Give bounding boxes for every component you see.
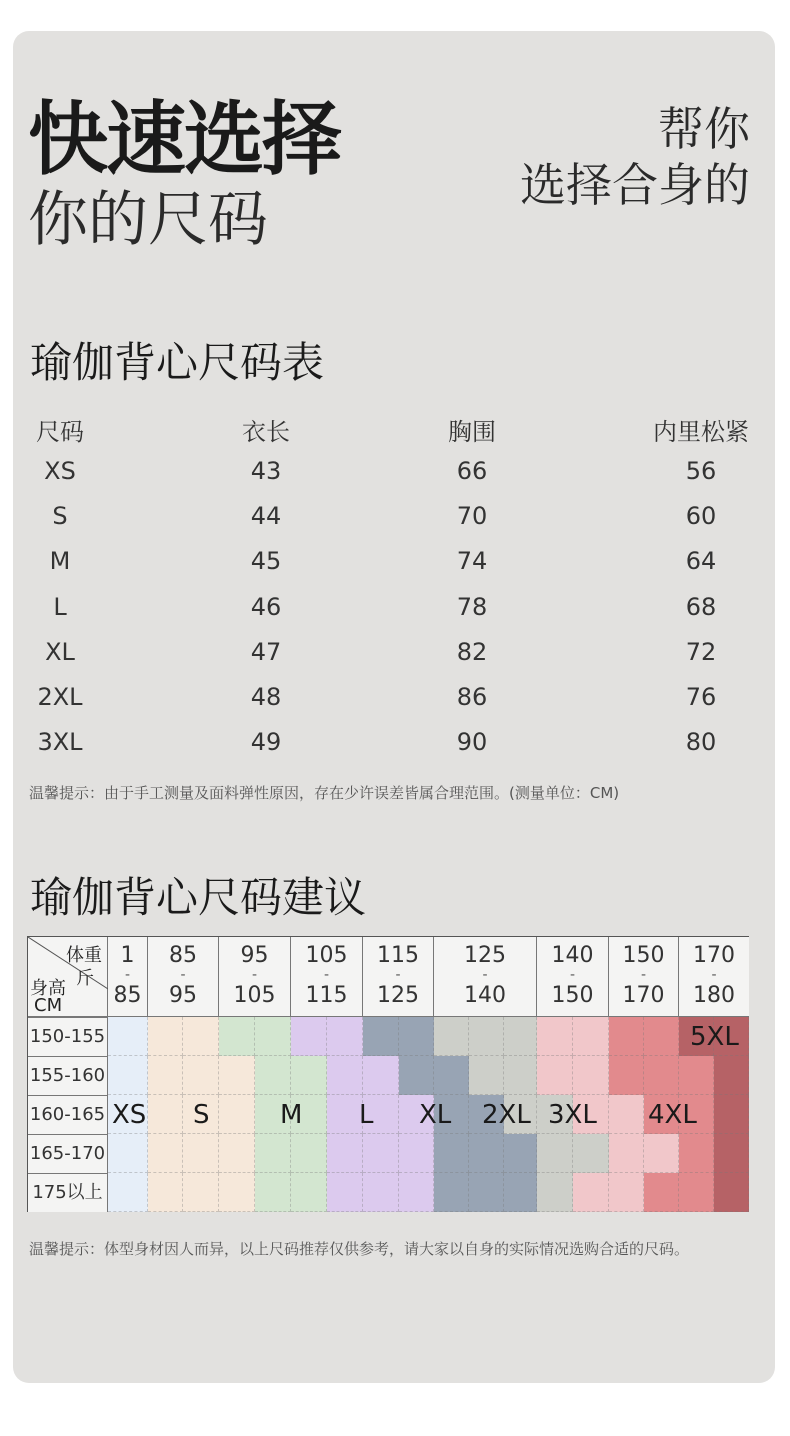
- size-cell: [108, 1056, 148, 1095]
- size-cell: [291, 1017, 327, 1056]
- size-cell: [714, 1134, 749, 1173]
- size-cell: [148, 1095, 183, 1134]
- size-label: S: [193, 1100, 210, 1130]
- weight-high: 85: [113, 983, 142, 1008]
- size-cell: [148, 1134, 183, 1173]
- weight-header: [291, 937, 363, 1017]
- size-table-row: [0, 547, 790, 592]
- size-cell: [714, 1173, 749, 1212]
- size-cell: [609, 1056, 644, 1095]
- size-cell: [291, 1134, 327, 1173]
- size-cell: [219, 1017, 255, 1056]
- weight-header: [148, 937, 219, 1017]
- size-cell: [573, 1056, 609, 1095]
- header-size: 尺码: [36, 418, 84, 446]
- cell-length: 45: [250, 547, 282, 576]
- size-table-row: [0, 683, 790, 728]
- size-cell: [399, 1173, 434, 1212]
- weight-low: 140: [551, 943, 594, 968]
- size-cell: [291, 1056, 327, 1095]
- hero-title: 快速选择: [28, 93, 340, 186]
- cell-inner: 64: [685, 547, 717, 576]
- corner-cell: [28, 937, 108, 1017]
- cell-size: L: [53, 592, 67, 621]
- weight-low: 105: [305, 943, 348, 968]
- size-label: 2XL: [482, 1100, 531, 1130]
- weight-high: 125: [377, 983, 419, 1008]
- size-cell: [573, 1017, 609, 1056]
- size-table-note: 温馨提示：由于手工测量及面料弹性原因，存在少许误差皆属合理范围。(测量单位：CM): [29, 784, 620, 802]
- cell-length: 44: [250, 502, 282, 531]
- corner-weight-unit: 斤: [76, 968, 94, 989]
- size-label: XL: [419, 1100, 452, 1130]
- size-cell: [108, 1173, 148, 1212]
- size-table-row: [0, 593, 790, 638]
- size-cell: [219, 1173, 255, 1212]
- size-cell: [183, 1056, 219, 1095]
- size-cell: [679, 1056, 714, 1095]
- size-cell: [504, 1173, 537, 1212]
- size-cell: [255, 1173, 291, 1212]
- weight-low: 115: [377, 943, 419, 968]
- range-dash: -: [640, 967, 647, 983]
- size-label: XS: [112, 1100, 147, 1130]
- size-cell: [327, 1173, 363, 1212]
- weight-low: 170: [693, 943, 735, 968]
- recommend-note: 温馨提示：体型身材因人而异，以上尺码推荐仅供参考，请大家以自身的实际情况选购合适的尺码。: [29, 1240, 690, 1258]
- header-inner-elastic: 内里松紧: [653, 418, 749, 446]
- size-cell: [679, 1134, 714, 1173]
- size-cell: [537, 1173, 573, 1212]
- size-cell: [183, 1134, 219, 1173]
- height-label: 150-155: [28, 1017, 108, 1056]
- cell-chest: 74: [456, 547, 488, 576]
- weight-header: [537, 937, 609, 1017]
- size-cell: [504, 1017, 537, 1056]
- size-cell: [148, 1173, 183, 1212]
- size-cell: [108, 1134, 148, 1173]
- cell-inner: 68: [685, 592, 717, 621]
- size-table-header: [0, 412, 790, 457]
- size-table-row: [0, 728, 790, 773]
- weight-high: 115: [305, 983, 348, 1008]
- size-cell: [183, 1173, 219, 1212]
- cell-size: 2XL: [37, 683, 83, 711]
- cell-size: 3XL: [37, 728, 83, 757]
- weight-header: [219, 937, 291, 1017]
- size-cell: [219, 1095, 255, 1134]
- cell-inner: 56: [685, 457, 717, 485]
- range-dash: -: [482, 967, 488, 983]
- size-cell: [537, 1134, 573, 1173]
- range-dash: -: [323, 967, 330, 983]
- header-chest: 胸围: [448, 418, 496, 446]
- size-cell: [434, 1056, 469, 1095]
- range-dash: -: [251, 967, 258, 983]
- cell-length: 46: [250, 592, 282, 621]
- cell-size: XL: [45, 637, 75, 666]
- size-cell: [469, 1017, 504, 1056]
- size-cell: [327, 1017, 363, 1056]
- size-cell: [399, 1056, 434, 1095]
- cell-chest: 90: [456, 728, 488, 757]
- size-table-row: [0, 638, 790, 683]
- size-table-title: 瑜伽背心尺码表: [30, 338, 325, 387]
- size-cell: [469, 1056, 504, 1095]
- cell-length: 47: [250, 637, 282, 666]
- size-cell: [644, 1173, 679, 1212]
- cell-inner: 72: [685, 637, 717, 666]
- size-cell: [644, 1017, 679, 1056]
- cell-chest: 82: [456, 637, 488, 666]
- weight-header: [363, 937, 434, 1017]
- weight-header: [434, 937, 537, 1017]
- size-cell: [537, 1056, 573, 1095]
- size-cell: [255, 1134, 291, 1173]
- size-cell: [434, 1134, 469, 1173]
- size-cell: [327, 1134, 363, 1173]
- cell-inner: 60: [685, 502, 717, 531]
- cell-chest: 70: [456, 502, 488, 531]
- size-label: M: [280, 1100, 303, 1130]
- corner-height: 身高: [30, 978, 66, 999]
- height-label: 155-160: [28, 1056, 108, 1095]
- size-cell: [609, 1095, 644, 1134]
- cell-size: XS: [44, 457, 76, 485]
- weight-high: 170: [622, 983, 665, 1008]
- weight-low: 1: [120, 943, 135, 968]
- size-cell: [291, 1173, 327, 1212]
- recommend-title: 瑜伽背心尺码建议: [30, 873, 367, 922]
- range-dash: -: [180, 967, 186, 983]
- cell-chest: 86: [456, 683, 488, 711]
- hero-right-line1: 帮你: [658, 102, 750, 156]
- size-label: 3XL: [548, 1100, 597, 1130]
- size-cell: [183, 1017, 219, 1056]
- range-dash: -: [569, 967, 576, 983]
- recommend-grid: [27, 936, 749, 1212]
- size-cell: [504, 1134, 537, 1173]
- size-cell: [609, 1173, 644, 1212]
- size-cell: [219, 1134, 255, 1173]
- size-cell: [573, 1173, 609, 1212]
- size-cell: [148, 1056, 183, 1095]
- range-dash: -: [711, 967, 717, 983]
- size-cell: [434, 1173, 469, 1212]
- cell-chest: 78: [456, 592, 488, 621]
- size-table-row: [0, 502, 790, 547]
- weight-high: 105: [233, 983, 276, 1008]
- size-cell: [469, 1173, 504, 1212]
- weight-high: 180: [693, 983, 735, 1008]
- size-label: 4XL: [648, 1100, 697, 1130]
- size-cell: [644, 1134, 679, 1173]
- size-cell: [679, 1173, 714, 1212]
- weight-high: 140: [464, 983, 506, 1008]
- height-label: 160-165: [28, 1095, 108, 1134]
- size-cell: [399, 1017, 434, 1056]
- cell-length: 48: [250, 683, 282, 711]
- size-cell: [469, 1134, 504, 1173]
- size-cell: [363, 1017, 399, 1056]
- cell-size: M: [49, 547, 71, 576]
- size-label: L: [359, 1100, 374, 1130]
- size-cell: [255, 1056, 291, 1095]
- size-cell: [399, 1134, 434, 1173]
- size-cell: [108, 1017, 148, 1056]
- cell-length: 43: [250, 457, 282, 485]
- size-table-row: [0, 457, 790, 502]
- range-dash: -: [395, 967, 401, 983]
- weight-header: [609, 937, 679, 1017]
- size-cell: [219, 1056, 255, 1095]
- weight-high: 150: [551, 983, 594, 1008]
- size-cell: [363, 1056, 399, 1095]
- size-cell: [714, 1095, 749, 1134]
- size-cell: [609, 1134, 644, 1173]
- size-cell: [327, 1056, 363, 1095]
- size-cell: [504, 1056, 537, 1095]
- size-cell: [714, 1056, 749, 1095]
- hero-subtitle: 你的尺码: [28, 185, 268, 255]
- height-label: 165-170: [28, 1134, 108, 1173]
- cell-length: 49: [250, 728, 282, 757]
- size-cell: [434, 1017, 469, 1056]
- cell-chest: 66: [456, 457, 488, 485]
- size-cell: [148, 1017, 183, 1056]
- weight-low: 150: [622, 943, 665, 968]
- weight-header: [679, 937, 749, 1017]
- size-label: 5XL: [690, 1022, 739, 1052]
- size-cell: [644, 1056, 679, 1095]
- cell-size: S: [52, 502, 68, 531]
- height-label: 175以上: [28, 1173, 108, 1212]
- size-cell: [327, 1095, 363, 1134]
- size-cell: [609, 1017, 644, 1056]
- corner-weight: 体重: [66, 945, 102, 966]
- size-cell: [573, 1134, 609, 1173]
- cell-inner: 76: [685, 683, 717, 711]
- weight-high: 95: [169, 983, 197, 1008]
- size-cell: [537, 1017, 573, 1056]
- size-cell: [363, 1173, 399, 1212]
- header-length: 衣长: [242, 418, 290, 446]
- weight-low: 85: [169, 943, 197, 968]
- hero-right-line2: 选择合身的: [520, 158, 750, 212]
- size-cell: [363, 1134, 399, 1173]
- weight-low: 125: [464, 943, 506, 968]
- weight-low: 95: [240, 943, 269, 968]
- weight-header: [108, 937, 148, 1017]
- corner-height-unit: CM: [34, 995, 63, 1016]
- size-cell: [255, 1017, 291, 1056]
- range-dash: -: [124, 967, 131, 983]
- cell-inner: 80: [685, 728, 717, 757]
